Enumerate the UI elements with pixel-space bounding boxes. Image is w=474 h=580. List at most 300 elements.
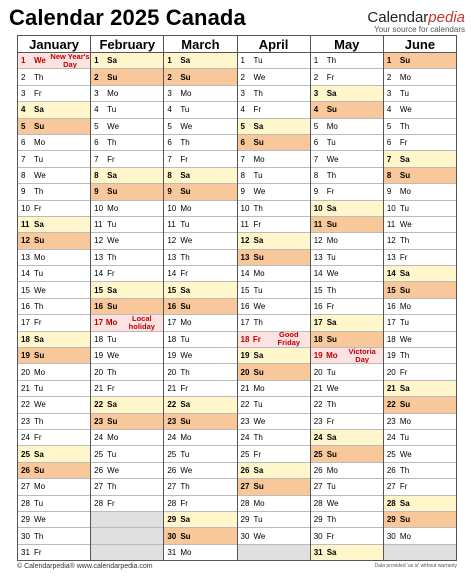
day-cell[interactable] [384, 266, 456, 282]
day-cell[interactable] [91, 102, 163, 118]
day-cell[interactable] [311, 217, 383, 233]
day-cell[interactable] [164, 315, 236, 331]
weekday-label: We [253, 187, 266, 197]
day-cell[interactable] [164, 168, 236, 184]
day-number: 23 [386, 416, 396, 426]
day-cell[interactable] [18, 496, 90, 512]
day-cell[interactable] [91, 250, 163, 266]
day-number: 13 [313, 252, 323, 262]
day-cell[interactable] [18, 545, 90, 560]
day-cell[interactable] [238, 266, 310, 282]
holiday-label: Victoria Day [348, 348, 376, 364]
weekday-label: Sa [107, 400, 117, 410]
day-number: 20 [167, 367, 177, 377]
day-cell[interactable] [238, 381, 310, 397]
day-cell[interactable] [164, 414, 236, 430]
weekday-label: Su [399, 515, 411, 525]
day-cell[interactable] [311, 315, 383, 331]
weekday-label: We [399, 449, 412, 459]
day-cell[interactable] [164, 233, 236, 249]
day-cell[interactable] [384, 184, 456, 200]
day-cell[interactable] [384, 151, 456, 167]
day-cell[interactable] [311, 184, 383, 200]
day-cell[interactable] [164, 135, 236, 151]
day-cell[interactable] [164, 217, 236, 233]
weekday-label: Fr [326, 531, 335, 541]
day-cell[interactable] [18, 512, 90, 528]
holiday-label: Good Friday [277, 331, 301, 348]
day-cell[interactable] [384, 364, 456, 380]
day-cell[interactable] [311, 512, 383, 528]
day-cell[interactable] [311, 463, 383, 479]
day-cell[interactable] [91, 463, 163, 479]
day-number: 29 [167, 515, 177, 525]
day-cell[interactable] [18, 217, 90, 233]
day-cell[interactable] [91, 348, 163, 364]
weekday-label: We [180, 465, 193, 475]
day-cell[interactable] [164, 102, 236, 118]
day-cell[interactable] [238, 348, 310, 364]
day-number: 26 [386, 465, 396, 475]
day-number: 4 [167, 105, 172, 115]
day-number: 29 [240, 515, 250, 525]
weekday-label: Fr [107, 154, 115, 164]
brand-logo[interactable] [367, 10, 465, 34]
weekday-label: We [180, 121, 193, 131]
weekday-label: Th [107, 367, 117, 377]
day-cell[interactable] [384, 446, 456, 462]
weekday-label: Su [107, 187, 118, 197]
day-cell[interactable] [164, 348, 236, 364]
month-header: June [384, 36, 456, 53]
day-cell[interactable] [311, 201, 383, 217]
day-cell[interactable] [384, 282, 456, 298]
day-cell[interactable] [91, 119, 163, 135]
day-cell[interactable] [384, 53, 456, 69]
day-number: 20 [386, 367, 396, 377]
day-cell[interactable] [91, 282, 163, 298]
day-cell[interactable] [164, 299, 236, 315]
day-cell[interactable] [238, 299, 310, 315]
day-cell[interactable] [91, 86, 163, 102]
empty-cell [91, 528, 163, 544]
day-cell[interactable] [311, 102, 383, 118]
day-number: 6 [167, 138, 172, 148]
weekday-label: We [253, 531, 266, 541]
day-cell[interactable] [91, 217, 163, 233]
day-cell[interactable] [18, 119, 90, 135]
day-cell[interactable] [164, 528, 236, 544]
day-cell[interactable] [164, 381, 236, 397]
day-cell[interactable] [164, 479, 236, 495]
day-cell[interactable] [311, 430, 383, 446]
day-cell[interactable] [238, 135, 310, 151]
day-cell[interactable] [164, 397, 236, 413]
day-number: 17 [386, 318, 396, 328]
weekday-label: Mo [107, 433, 119, 443]
day-number: 11 [313, 220, 323, 230]
weekday-label: Sa [34, 105, 44, 115]
day-number: 25 [386, 449, 396, 459]
weekday-label: Fr [326, 302, 335, 312]
day-cell[interactable] [238, 217, 310, 233]
day-cell[interactable] [164, 53, 236, 69]
weekday-label: Th [399, 236, 410, 246]
weekday-label: Sa [107, 56, 117, 66]
day-cell[interactable] [384, 381, 456, 397]
day-cell[interactable] [238, 315, 310, 331]
day-cell[interactable] [384, 479, 456, 495]
weekday-label: Fr [326, 72, 335, 82]
day-cell[interactable] [18, 168, 90, 184]
day-cell[interactable] [164, 69, 236, 85]
day-cell[interactable] [91, 69, 163, 85]
day-cell[interactable] [164, 282, 236, 298]
day-cell[interactable] [18, 315, 90, 331]
day-cell[interactable] [18, 233, 90, 249]
day-cell[interactable] [238, 201, 310, 217]
day-cell[interactable] [311, 528, 383, 544]
day-cell[interactable] [384, 496, 456, 512]
day-cell[interactable] [91, 364, 163, 380]
day-number: 17 [167, 318, 177, 328]
day-cell[interactable] [311, 381, 383, 397]
weekday-label: We [326, 498, 339, 508]
day-cell[interactable] [384, 201, 456, 217]
weekday-label: Su [34, 236, 45, 246]
day-number: 26 [94, 465, 104, 475]
weekday-label: Fr [399, 252, 408, 262]
weekday-label: Mo [180, 88, 192, 98]
day-cell[interactable] [238, 430, 310, 446]
day-number: 11 [21, 220, 30, 230]
day-cell[interactable] [238, 282, 310, 298]
day-number: 21 [21, 384, 30, 393]
day-cell[interactable] [238, 397, 310, 413]
weekday-label: Tu [399, 203, 409, 213]
day-cell[interactable] [384, 430, 456, 446]
day-cell[interactable] [384, 102, 456, 118]
day-number: 5 [313, 121, 319, 131]
weekday-label: Su [180, 187, 191, 197]
day-number: 15 [386, 285, 396, 295]
day-cell[interactable] [18, 69, 90, 85]
day-cell[interactable] [18, 135, 90, 151]
day-cell[interactable] [384, 512, 456, 528]
day-cell[interactable] [91, 414, 163, 430]
day-cell[interactable] [238, 496, 310, 512]
day-number: 26 [240, 465, 250, 475]
weekday-label: Tu [253, 56, 263, 66]
day-cell[interactable] [164, 463, 236, 479]
day-cell[interactable] [384, 299, 456, 315]
day-number: 1 [386, 56, 392, 66]
month-header: May [311, 36, 383, 53]
day-cell[interactable] [384, 414, 456, 430]
day-cell[interactable] [91, 184, 163, 200]
weekday-label: Mo [180, 547, 192, 557]
weekday-label: Mo [107, 203, 119, 213]
day-cell[interactable] [238, 69, 310, 85]
weekday-label: We [34, 515, 46, 525]
day-number: 27 [313, 482, 323, 492]
day-cell[interactable] [91, 233, 163, 249]
day-cell[interactable] [311, 282, 383, 298]
day-number: 18 [167, 334, 177, 344]
day-cell[interactable] [384, 168, 456, 184]
day-cell[interactable] [311, 151, 383, 167]
day-cell[interactable] [18, 463, 90, 479]
day-cell[interactable] [311, 266, 383, 282]
day-cell[interactable] [311, 545, 383, 560]
day-number: 19 [240, 351, 250, 361]
day-number: 10 [21, 203, 30, 213]
weekday-label: Su [253, 138, 264, 148]
weekday-label: Mo [253, 498, 265, 508]
day-cell[interactable] [91, 446, 163, 462]
day-cell[interactable] [164, 512, 236, 528]
day-cell[interactable] [91, 315, 163, 331]
day-cell[interactable] [311, 168, 383, 184]
day-number: 1 [167, 56, 172, 66]
day-cell[interactable] [238, 446, 310, 462]
day-cell[interactable] [164, 496, 236, 512]
day-cell[interactable] [311, 299, 383, 315]
day-cell[interactable] [238, 528, 310, 544]
day-cell[interactable] [164, 364, 236, 380]
day-cell[interactable] [18, 299, 90, 315]
day-cell[interactable] [311, 414, 383, 430]
day-cell[interactable] [164, 332, 236, 348]
day-cell[interactable] [91, 266, 163, 282]
day-cell[interactable] [91, 299, 163, 315]
day-cell[interactable] [164, 545, 236, 560]
day-number: 4 [240, 105, 245, 115]
weekday-label: Su [253, 482, 264, 492]
day-cell[interactable] [311, 496, 383, 512]
day-number: 18 [313, 334, 323, 344]
day-cell[interactable] [164, 119, 236, 135]
weekday-label: Tu [326, 138, 336, 148]
day-cell[interactable] [164, 151, 236, 167]
day-number: 9 [94, 187, 99, 197]
day-cell[interactable] [164, 266, 236, 282]
day-cell[interactable] [311, 135, 383, 151]
day-cell[interactable] [311, 233, 383, 249]
weekday-label: Th [399, 351, 410, 361]
day-cell[interactable] [384, 119, 456, 135]
day-cell[interactable] [91, 53, 163, 69]
month-days [91, 53, 163, 560]
weekday-label: Fr [252, 334, 261, 344]
day-cell[interactable] [311, 348, 383, 364]
day-cell[interactable] [384, 397, 456, 413]
day-cell[interactable] [18, 102, 90, 118]
day-number: 7 [240, 154, 245, 164]
day-number: 6 [240, 138, 245, 148]
day-cell[interactable] [384, 233, 456, 249]
day-number: 12 [313, 236, 323, 246]
empty-cell [384, 545, 456, 560]
day-cell[interactable] [91, 479, 163, 495]
day-cell[interactable] [384, 217, 456, 233]
day-cell[interactable] [238, 463, 310, 479]
day-cell[interactable] [91, 430, 163, 446]
day-cell[interactable] [91, 496, 163, 512]
day-cell[interactable] [18, 86, 90, 102]
day-number: 28 [313, 498, 323, 508]
weekday-label: We [253, 302, 266, 312]
day-cell[interactable] [384, 86, 456, 102]
weekday-label: Su [180, 72, 191, 82]
weekday-label: Th [34, 72, 44, 82]
weekday-label: Fr [180, 269, 188, 279]
day-number: 3 [240, 88, 245, 98]
day-number: 25 [167, 449, 177, 459]
day-number: 18 [21, 334, 30, 344]
day-cell[interactable] [91, 397, 163, 413]
day-cell[interactable] [164, 86, 236, 102]
day-number: 16 [21, 302, 30, 312]
day-cell[interactable] [18, 184, 90, 200]
day-cell[interactable] [18, 282, 90, 298]
day-cell[interactable] [164, 446, 236, 462]
month-days [164, 53, 236, 560]
day-cell[interactable] [311, 332, 383, 348]
day-cell[interactable] [311, 397, 383, 413]
day-number: 18 [94, 334, 104, 344]
day-cell[interactable] [384, 463, 456, 479]
day-cell[interactable] [91, 135, 163, 151]
day-number: 22 [240, 400, 250, 410]
weekday-label: Su [399, 285, 411, 295]
day-cell[interactable] [18, 430, 90, 446]
day-cell[interactable] [238, 364, 310, 380]
day-cell[interactable] [238, 512, 310, 528]
day-number: 19 [167, 351, 177, 361]
day-cell[interactable] [238, 53, 310, 69]
day-cell[interactable] [18, 479, 90, 495]
day-cell[interactable] [238, 86, 310, 102]
day-number: 12 [386, 236, 396, 246]
day-cell[interactable] [384, 250, 456, 266]
weekday-label: Su [107, 416, 118, 426]
day-cell[interactable] [18, 397, 90, 413]
weekday-label: Th [326, 400, 337, 410]
weekday-label: Mo [180, 318, 192, 328]
weekday-label: We [399, 220, 412, 230]
logo-tagline: Your source for calendars [374, 25, 465, 34]
day-number: 2 [167, 72, 172, 82]
day-number: 27 [94, 482, 104, 492]
day-cell[interactable] [18, 348, 90, 364]
day-cell[interactable] [238, 102, 310, 118]
day-cell[interactable] [91, 381, 163, 397]
day-number: 6 [386, 138, 392, 148]
day-number: 3 [167, 88, 172, 98]
day-cell[interactable] [384, 528, 456, 544]
day-number: 25 [21, 449, 30, 459]
holiday-label: New Year's Day [50, 53, 90, 69]
day-cell[interactable] [311, 119, 383, 135]
day-cell[interactable] [164, 201, 236, 217]
day-number: 26 [167, 465, 177, 475]
weekday-label: Su [180, 416, 191, 426]
day-cell[interactable] [238, 479, 310, 495]
day-cell[interactable] [311, 479, 383, 495]
day-cell[interactable] [384, 135, 456, 151]
footer-credit[interactable]: © Calendarpedia® www.calendarpedia.com [17, 563, 153, 570]
day-cell[interactable] [91, 332, 163, 348]
weekday-label: Mo [107, 88, 119, 98]
day-cell[interactable] [238, 250, 310, 266]
page-title: Calendar 2025 Canada [9, 5, 246, 30]
day-cell[interactable] [384, 315, 456, 331]
weekday-label: Tu [253, 515, 263, 525]
day-cell[interactable] [18, 53, 90, 69]
day-cell[interactable] [384, 332, 456, 348]
day-number: 3 [313, 88, 319, 98]
day-cell[interactable] [311, 86, 383, 102]
day-cell[interactable] [18, 332, 90, 348]
weekday-label: Tu [399, 318, 409, 328]
day-cell[interactable] [384, 69, 456, 85]
day-cell[interactable] [91, 201, 163, 217]
day-cell[interactable] [18, 528, 90, 544]
day-cell[interactable] [311, 446, 383, 462]
day-number: 16 [94, 302, 104, 312]
day-cell[interactable] [164, 184, 236, 200]
day-cell[interactable] [164, 430, 236, 446]
day-cell[interactable] [238, 168, 310, 184]
day-cell[interactable] [384, 348, 456, 364]
day-cell[interactable] [311, 69, 383, 85]
weekday-label: Th [34, 302, 44, 312]
day-number: 14 [240, 269, 250, 279]
day-cell[interactable] [18, 381, 90, 397]
day-cell[interactable] [164, 250, 236, 266]
day-number: 10 [386, 203, 396, 213]
day-cell[interactable] [18, 266, 90, 282]
weekday-label: Su [107, 72, 118, 82]
day-cell[interactable] [91, 151, 163, 167]
day-cell[interactable] [311, 250, 383, 266]
day-cell[interactable] [18, 364, 90, 380]
weekday-label: Mo [326, 351, 338, 361]
day-cell[interactable] [311, 364, 383, 380]
weekday-label: Tu [326, 367, 336, 377]
day-cell[interactable] [91, 168, 163, 184]
weekday-label: Mo [34, 482, 46, 492]
weekday-label: Mo [326, 465, 338, 475]
day-cell[interactable] [238, 332, 310, 348]
day-cell[interactable] [238, 233, 310, 249]
day-cell[interactable] [238, 119, 310, 135]
day-cell[interactable] [18, 414, 90, 430]
day-cell[interactable] [238, 151, 310, 167]
day-number: 28 [240, 498, 250, 508]
day-cell[interactable] [18, 250, 90, 266]
day-cell[interactable] [18, 446, 90, 462]
month-column-february [91, 36, 164, 560]
day-number: 24 [386, 433, 396, 443]
day-cell[interactable] [18, 201, 90, 217]
day-cell[interactable] [238, 414, 310, 430]
day-cell[interactable] [311, 53, 383, 69]
day-cell[interactable] [238, 184, 310, 200]
calendar-grid [17, 35, 457, 561]
day-cell[interactable] [18, 151, 90, 167]
